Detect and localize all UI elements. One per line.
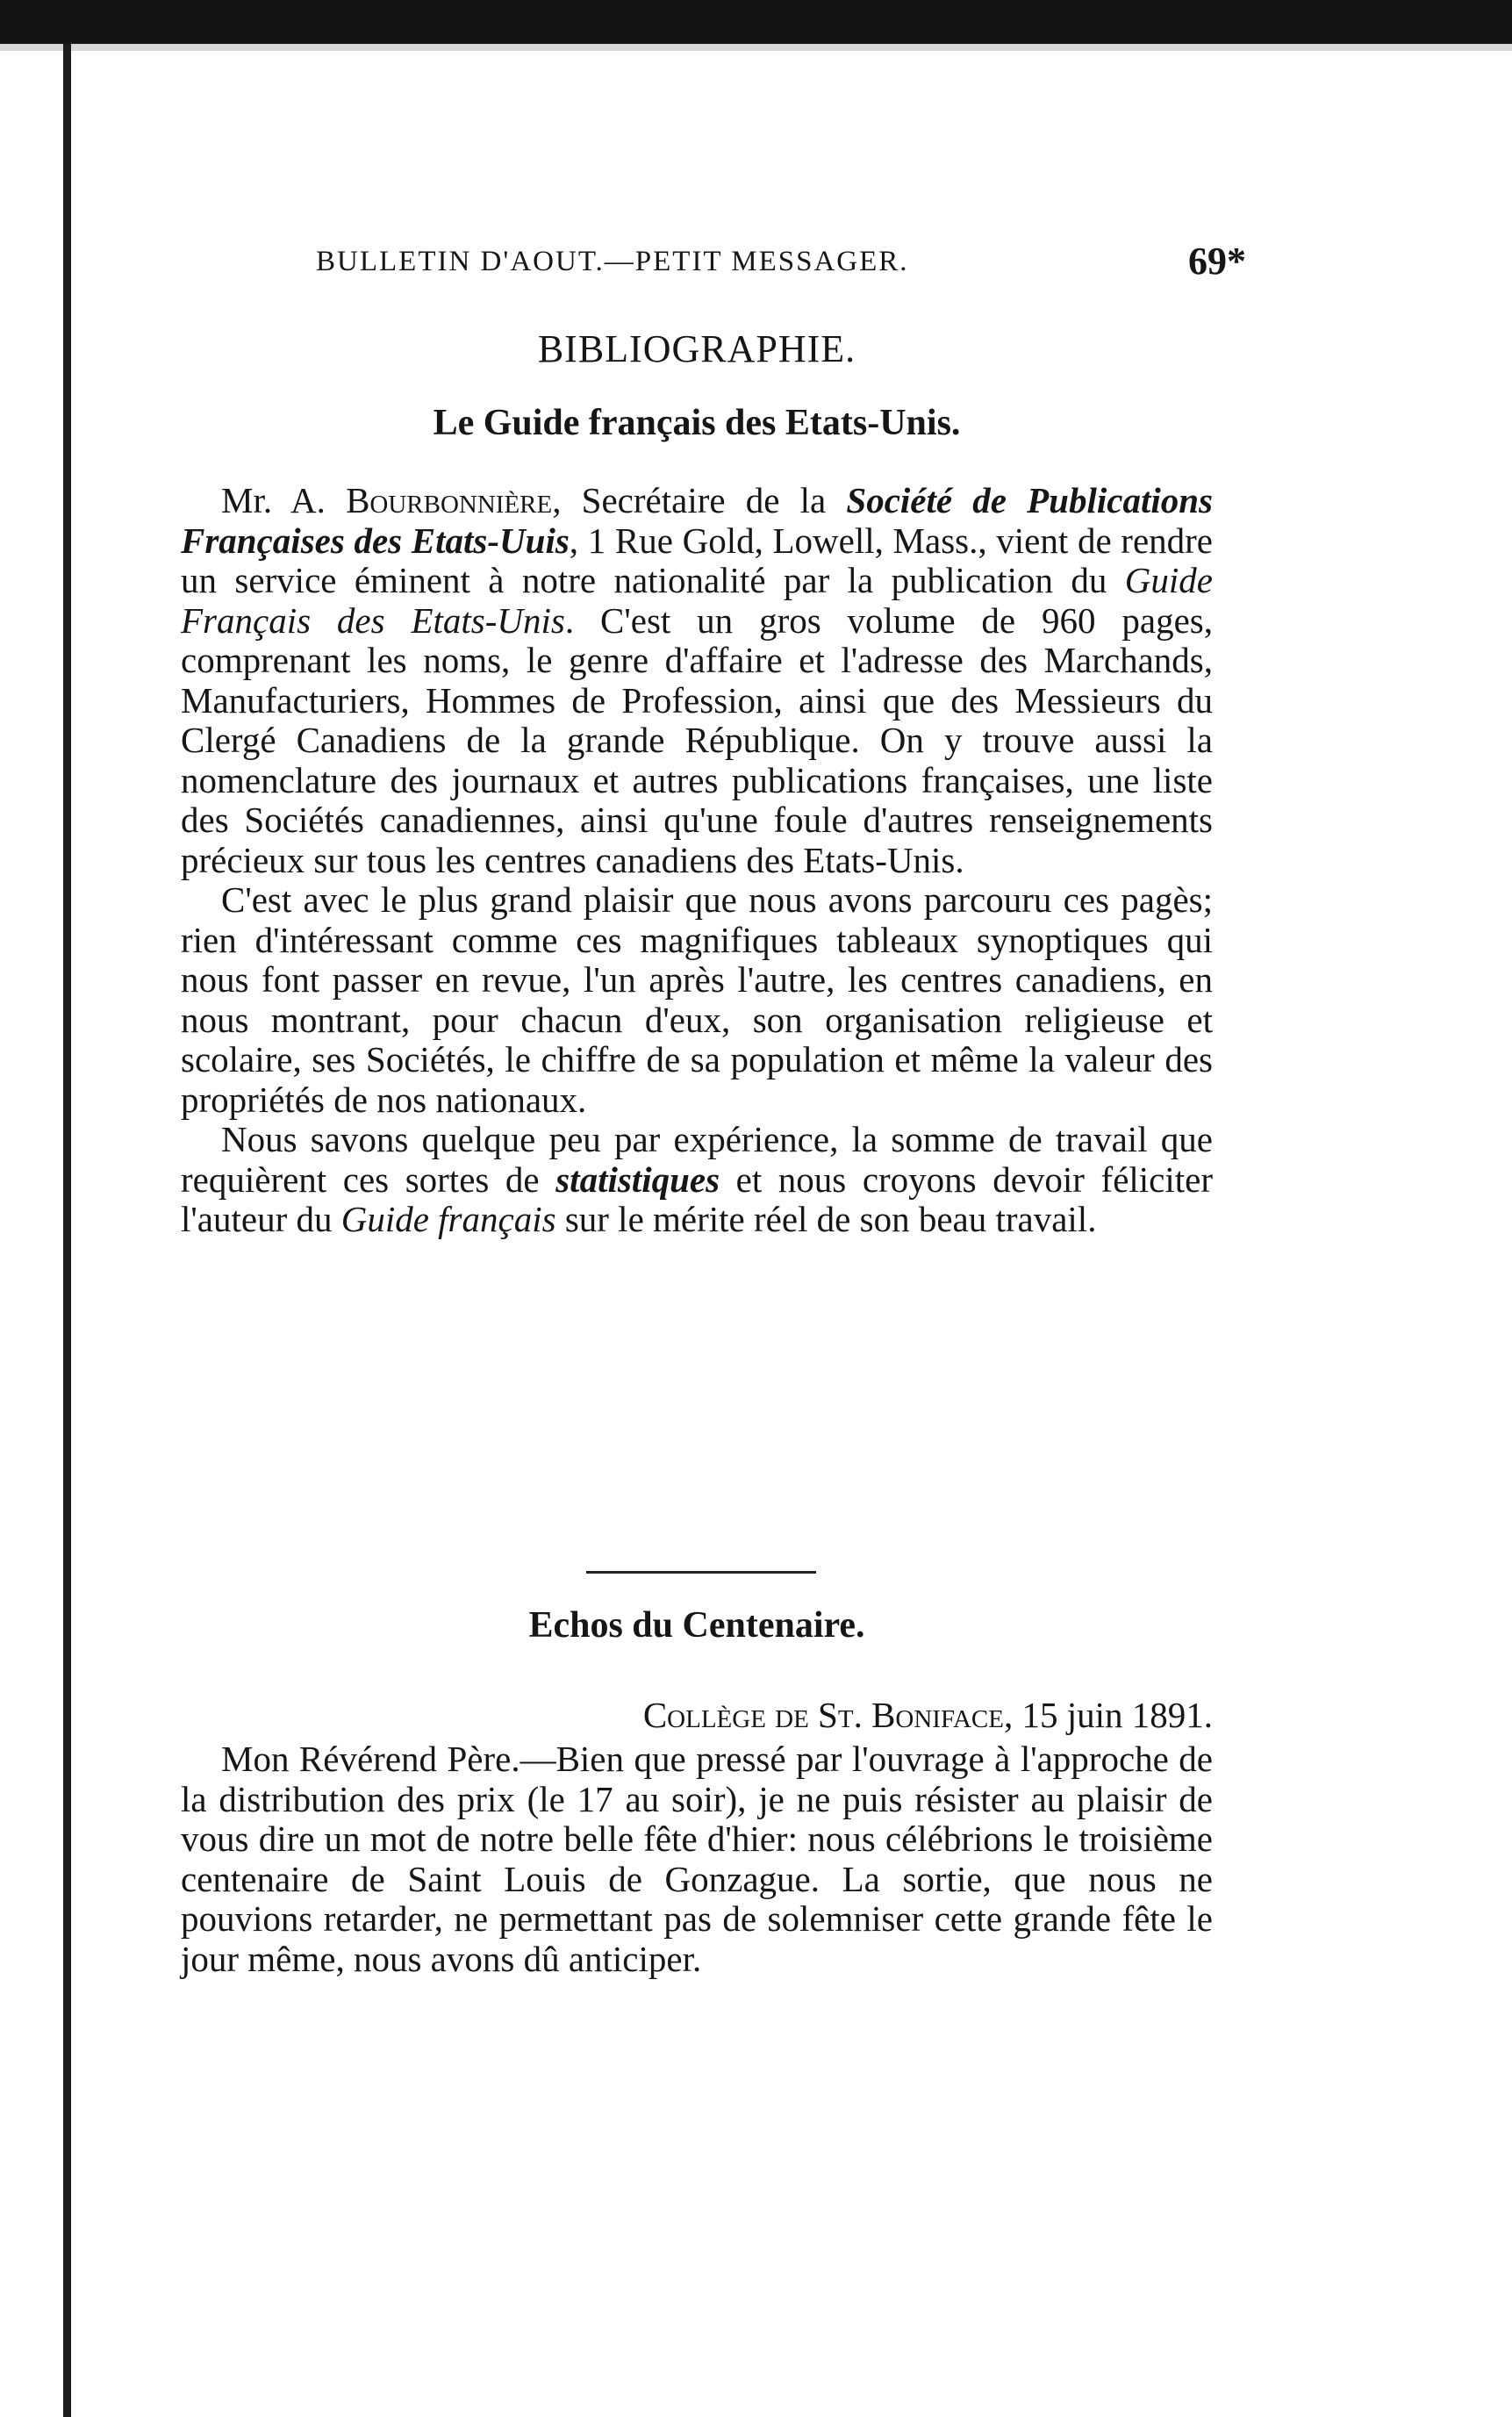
publisher-name: Société de Publications Françaises des Etats-Uuis xyxy=(181,480,1213,561)
section-divider xyxy=(586,1571,816,1574)
running-head xyxy=(316,239,1246,293)
running-head-title: BULLETIN D'AOUT.—PETIT MESSAGER. xyxy=(316,246,909,277)
paragraph-3: Nous savons quelque peu par expérience, la somme de travail que requièrent ces sortes de statistiques et nous croyons devoir féliciter l'auteur du Guide français sur le mérite réel de son beau travail. xyxy=(181,1119,1214,1239)
bibliographie-body xyxy=(181,481,1213,1240)
section-heading-bibliographie: BIBLIOGRAPHIE. xyxy=(537,327,856,370)
paragraph-1: Mr. A. Bourbonnière, Secrétaire de la Société de Publications Françaises des Etats-Uuis, 1 Rue Gold, Lowell, Mass., vient de rendre un service éminent à notre nationalité par la publication du Guide Français des Etats-Unis. C'est un gros volume de 960 pages, comprenant les noms, le genre d'affaire et l'adresse des Marchands, Manufacturiers, Hommes de Profession, ainsi que des Messieurs du Clergé Canadiens de la grande République. On y trouve aussi la nomenclature des journaux et autres publications françaises, une liste des Sociétés canadiennes, ainsi qu'une foule d'autres renseignements précieux sur tous les centres canadiens des Etats-Unis. xyxy=(181,480,1214,880)
dateline-place: Collège de St. Boniface xyxy=(642,1695,1004,1735)
letter-paragraph-1: Mon Révérend Père.—Bien que pressé par l'ouvrage à l'approche de la distribution des prix (le 17 au soir), je ne puis résister au plaisir de vous dire un mot de notre belle fête d'hier: nous célébrions le troisième centenaire de Saint Louis de Gonzague. La sortie, que nous ne pouvions retarder, ne permettant pas de solemniser cette grande fête le jour même, nous avons dû anticiper. xyxy=(181,1739,1213,1979)
scan-top-shadow xyxy=(0,44,1512,51)
paragraph-2: C'est avec le plus grand plaisir que nous avons parcouru ces pagès; rien d'intéressant comme ces magnifiques tableaux synoptiques qui nous font passer en revue, l'un après l'autre, les centres canadiens, en nous montrant, pour chacun d'eux, son organisation religieuse et scolaire, ses Sociétés, le chiffre de sa population et même la valeur des propriétés de nos nationaux. xyxy=(181,879,1213,1120)
article-title-echos: Echos du Centenaire. xyxy=(528,1605,865,1646)
book-title-ref: Guide français xyxy=(340,1199,556,1239)
article-title-guide: Le Guide français des Etats-Unis. xyxy=(433,403,961,443)
book-title: Guide Français des Etats-Unis xyxy=(181,560,1213,641)
page-number: 69* xyxy=(1188,240,1246,283)
scan-left-margin-rule xyxy=(63,44,71,2417)
author-name: Bourbonnière xyxy=(346,480,553,520)
emphasis-statistiques: statistiques xyxy=(555,1158,720,1200)
echos-body xyxy=(181,1739,1213,1979)
letter-dateline xyxy=(181,1694,1213,1736)
scan-top-border xyxy=(0,0,1512,44)
dateline-date: , 15 juin 1891. xyxy=(1003,1695,1213,1735)
